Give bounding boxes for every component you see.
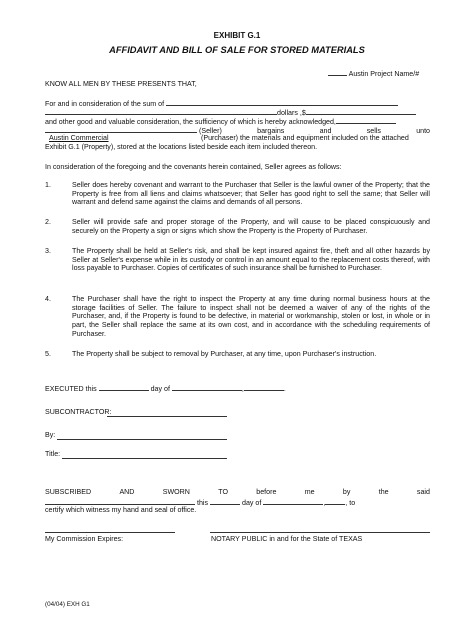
subscribed-line: SUBSCRIBED AND SWORN TO before me by the said: [45, 488, 430, 496]
project-name-label: Austin Project Name/#: [348, 70, 420, 78]
notary-signature-field[interactable]: [210, 532, 430, 533]
sworn-line: this day of , , to: [45, 497, 430, 508]
certify-text: certify which witness my hand and seal of office.: [45, 506, 197, 514]
list-item: 3. The Property shall be held at Seller's risk, and shall be kept insured against fire, theft and all other hazards by Seller at Seller's expense while in its custody or control in an amount equal to the replacement costs thereof, with loss payable to Purchaser. Copies of certificates of such insurance shall be furnished to Purchaser.: [45, 247, 430, 273]
list-item: 5. The Property shall be subject to removal by Purchaser, at any time, upon Purchaser's instruction.: [45, 350, 377, 358]
subcontractor-label: SUBCONTRACTOR:: [45, 408, 112, 416]
list-item: 1. Seller does hereby covenant and warrant to the Purchaser that Seller is the lawful owner of the Property; that the Property is free from all liens and claims whatsoever; that Seller has good right to sell the same; that Seller will warrant and defend same against the claims and demands of all persons.: [45, 181, 430, 207]
sum-words-field[interactable]: [45, 107, 277, 115]
executed-day-field[interactable]: [99, 383, 149, 391]
sum-field[interactable]: [166, 98, 398, 106]
by-label: By:: [45, 431, 56, 439]
affiant-field[interactable]: [45, 497, 195, 505]
consideration-line: For and in consideration of the sum of: [45, 98, 430, 109]
footer-code: (04/04) EXH G1: [45, 601, 90, 608]
seller-name-field[interactable]: [45, 125, 197, 133]
exhibit-label: EXHIBIT G.1: [213, 31, 261, 40]
commission-label: My Commission Expires:: [45, 535, 124, 543]
notary-label: NOTARY PUBLIC in and for the State of TEXAS: [211, 535, 363, 543]
purchaser-line: Austin Commercial (Purchaser) the materials and equipment included on the attached: [45, 134, 430, 143]
by-field[interactable]: [57, 439, 227, 440]
dollars-label: dollars ,$: [277, 109, 306, 117]
executed-month-field[interactable]: [172, 383, 242, 391]
sworn-month-field[interactable]: [263, 497, 323, 505]
exhibit-line: Exhibit G.1 (Property), stored at the locations listed beside each item included thereon.: [45, 143, 318, 151]
sworn-year-field[interactable]: [325, 497, 345, 505]
valuable-line: and other good and valuable consideration, the sufficiency of which is hereby acknowledged,: [45, 116, 430, 127]
dollars-amount-field[interactable]: [306, 107, 416, 115]
list-item: 2. Seller will provide safe and proper storage of the Property, and will cause to be placed conspicuously and securely on the Property a sign or signs which show the Property is the Property of Purchaser.: [45, 218, 430, 235]
purchaser-name: Austin Commercial: [49, 134, 109, 142]
document-title: AFFIDAVIT AND BILL OF SALE FOR STORED MATERIALS: [109, 45, 365, 55]
list-item: 4. The Purchaser shall have the right to inspect the Property at any time during normal business hours at the storage facilities of Seller. The failure to inspect shall not be deemed a waiver of any of the rights of the Purchaser, and, if the Property is found to be defective, in material or workmanship, stolen or lost, in whole or in part, the Seller shall replace the same at its own cost, and in accordance with the scheduling requirements of Purchaser.: [45, 295, 430, 338]
project-name-field[interactable]: [328, 68, 430, 79]
commission-field[interactable]: [45, 532, 175, 533]
title-field[interactable]: [62, 458, 227, 459]
covenants-intro: In consideration of the foregoing and the covenants herein contained, Seller agrees as follows:: [45, 163, 342, 171]
executed-line: EXECUTED this day of , .: [45, 385, 286, 393]
acknowledged-field[interactable]: [336, 116, 396, 124]
seller-line: (Seller) bargains and sells unto: [45, 125, 430, 136]
executed-year-field[interactable]: [244, 383, 284, 391]
subcontractor-field[interactable]: [107, 416, 227, 417]
know-all-text: KNOW ALL MEN BY THESE PRESENTS THAT,: [45, 80, 197, 88]
title-label: Title:: [45, 450, 61, 458]
sworn-day-field[interactable]: [210, 497, 240, 505]
